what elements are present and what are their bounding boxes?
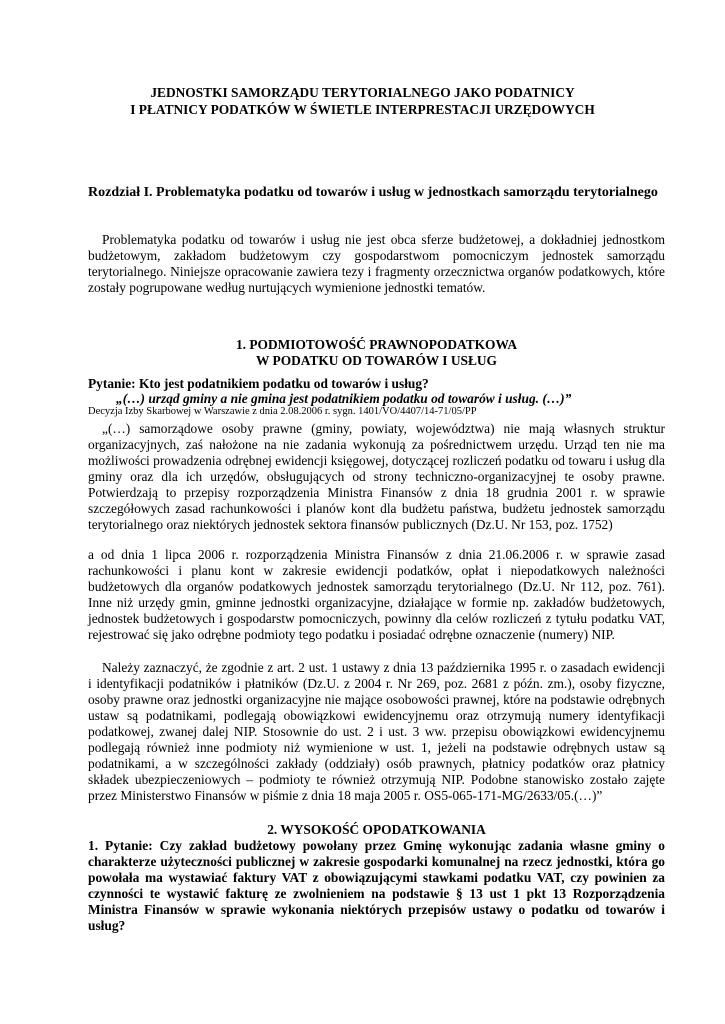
section-1-paragraph-3: Należy zaznaczyć, że zgodnie z art. 2 ust. 1 ustawy z dnia 13 października 1995 r. o zasadach ewidencji i identyfikacji podatników i płatników (Dz.U. z 2004 r. Nr 269, poz. 2681 z późn. zm.), osoby fizyczne, osoby prawne oraz jednostki organizacyjne nie mające osobowości prawnej, które na podstawie odrębnych ustaw są podatnikami, podlegają obowiązkowi ewidencyjnemu oraz otrzymują numery identyfikacji podatkowej, zwanej dalej NIP. Stosownie do ust. 2 i ust. 3 ww. przepisu obowiązkowi ewidencyjnemu podlegają również inne podmioty niż wymienione w ust. 1, jeżeli na podstawie odrębnych ustaw są podatnikami, a w szczególności zakłady (oddziały) osób prawnych, płatnicy podatków oraz płatnicy składek ubezpieczeniowych – podmioty te również otrzymują NIP. Podobne stanowisko zostało zajęte przez Ministerstwo Finansów w piśmie z dnia 18 maja 2005 r. OS5-065-171-MG/2633/05.(…)” xyxy=(88,660,665,803)
section-1-paragraph-1: „(…) samorządowe osoby prawne (gminy, powiaty, województwa) nie mają własnych struktur organizacyjnych, zaś nałożone na nie zadania wykonują za pośrednictwem urzędu. Urząd ten nie ma możliwości prowadzenia odrębnej ewidencji księgowej, dotyczącej rozliczeń podatku od towaru i usług dla gminy oraz dla ich urzędów, obsługujących od strony techniczno-organizacyjnej te osoby prawne. Potwierdzają to przepisy rozporządzenia Ministra Finansów z dnia 18 grudnia 2001 r. w sprawie szczegółowych zasad rachunkowości i planów kont dla budżetu państwa, budżetu jednostek samorządu terytorialnego oraz niektórych jednostek sektora finansów publicznych (Dz.U. Nr 153, poz. 1752) xyxy=(88,421,665,532)
section-1-heading-line-1: 1. PODMIOTOWOŚĆ PRAWNOPODATKOWA xyxy=(235,337,518,352)
document-title xyxy=(60,84,665,118)
section-1-paragraph-2: a od dnia 1 lipca 2006 r. rozporządzenia Ministra Finansów z dnia 21.06.2006 r. w sprawie zasad rachunkowości i planu kont w zakresie ewidencji podatków, opłat i niepodatkowych należności budżetowych dla organów podatkowych jednostek samorządu terytorialnego (Dz.U. Nr 112, poz. 761). Inne niż urzędy gmin, gminne jednostki organizacyjne, działające w formie np. zakładów budżetowych, jednostek budżetowych i gospodarstw pomocniczych, powinny dla celów rozliczeń z tytułu podatku VAT, rejestrować się jako odrębne podmioty tego podatku i posiadać odrębne oznaczenie (numery) NIP. xyxy=(88,547,665,642)
section-1-thesis: „(…) urząd gminy a nie gmina jest podatnikiem podatku od towarów i usług. (…)” xyxy=(116,391,572,406)
intro-paragraph: Problematyka podatku od towarów i usług nie jest obca sferze budżetowej, a dokładniej jednostkom budżetowym, zakładom budżetowym czy gospodarstwom pomocniczym jednostek samorządu terytorialnego. Niniejsze opracowanie zawiera tezy i fragmenty orzecznictwa organów podatkowych, które zostały pogrupowane według nurtujących wymienione jednostki tematów. xyxy=(88,232,665,295)
section-2-question-text: : Czy zakład budżetowy powołany przez Gminę wykonując zadania własne gminy o charakterze użyteczności publicznej w zakresie gospodarki komunalnej na rzecz jednostki, która go powołała ma wystawiać faktury VAT z obowiązującymi stawkami podatku VAT, czy powinien za czynności te wystawić fakturę ze zwolnieniem na podstawie § 13 ust 1 pkt 13 Rozporządzenia Ministra Finansów w sprawie wykonania niektórych przepisów ustawy o podatku od towarów i usług? xyxy=(88,838,666,933)
document-title-line-1: JEDNOSTKI SAMORZĄDU TERYTORIALNEGO JAKO PODATNICY xyxy=(150,85,575,100)
section-1-question: Pytanie: Kto jest podatnikiem podatku od towarów i usług? xyxy=(88,376,429,391)
chapter-heading: Rozdział I. Problematyka podatku od towarów i usług w jednostkach samorządu terytorialnego xyxy=(88,185,658,200)
document-title-line-2: I PŁATNICY PODATKÓW W ŚWIETLE INTERPRESTACJI URZĘDOWYCH xyxy=(130,102,595,117)
section-2-heading: 2. WYSOKOŚĆ OPODATKOWANIA xyxy=(267,822,486,837)
section-1-heading-line-2: W PODATKU OD TOWARÓW I USŁUG xyxy=(256,353,497,368)
section-2-question xyxy=(88,838,665,934)
decision-reference: Decyzja Izby Skarbowej w Warszawie z dnia 2.08.2006 r. sygn. 1401/VO/4407/14-71/05/PP xyxy=(88,406,477,417)
section-2-question-label: 1. Pytanie xyxy=(88,838,149,853)
section-1-heading xyxy=(88,337,665,369)
